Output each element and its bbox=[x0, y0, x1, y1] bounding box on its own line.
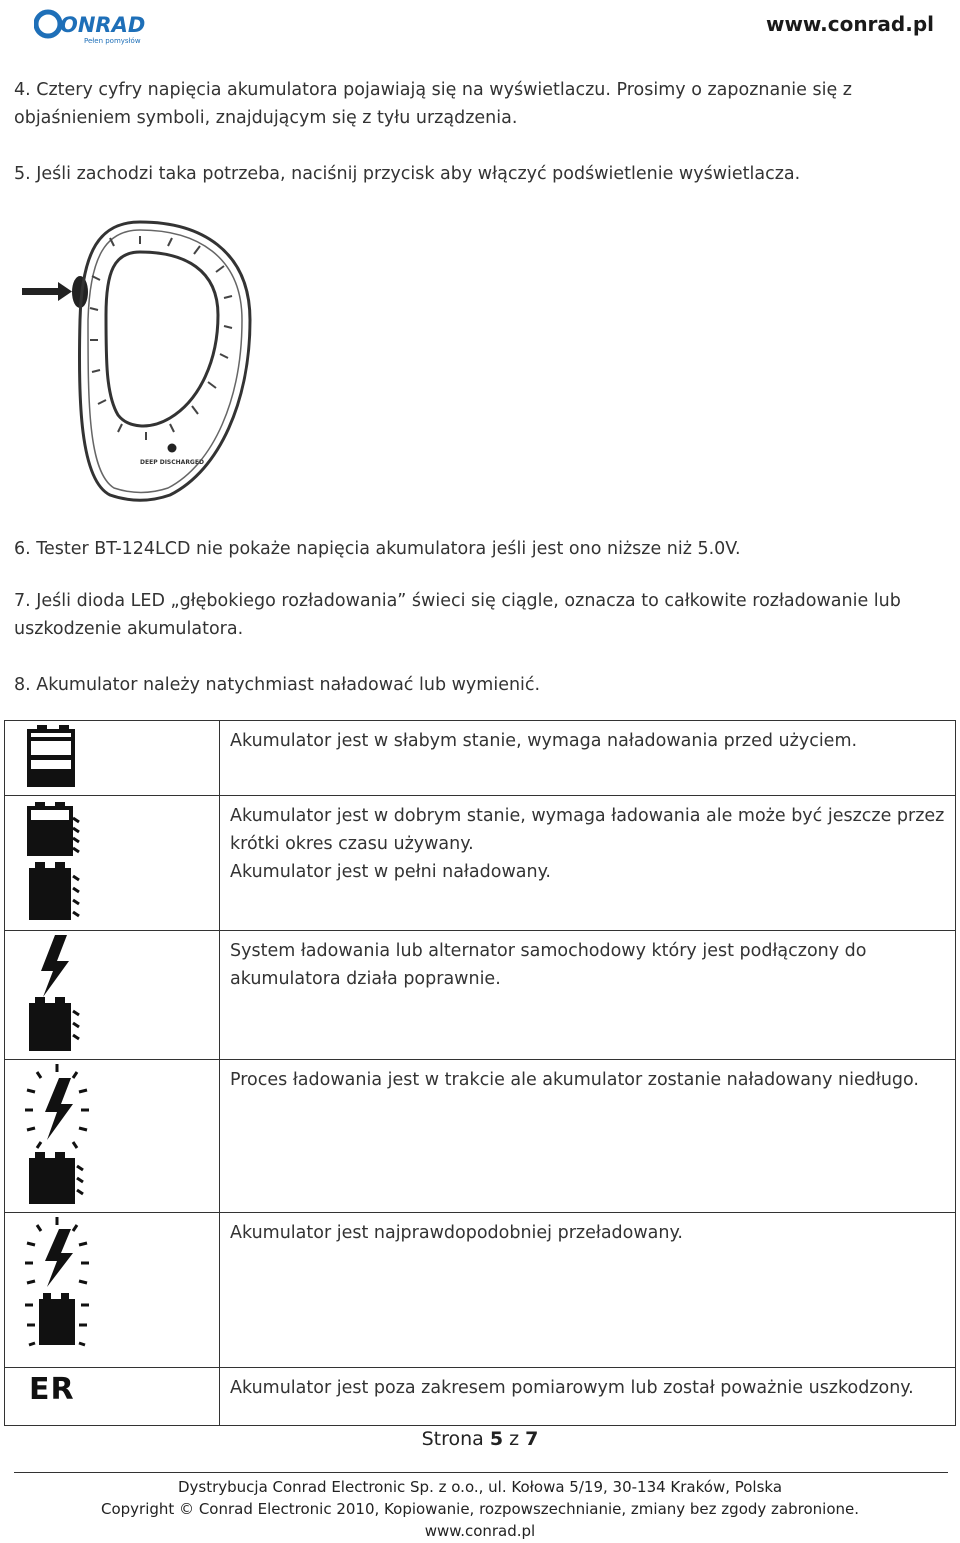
icon-cell bbox=[5, 931, 220, 1060]
paragraph-6: 6. Tester BT-124LCD nie pokaże napięcia akumulatora jeśli jest ono niższe niż 5.0V. bbox=[14, 539, 741, 559]
icon-cell bbox=[5, 721, 220, 796]
table-row bbox=[5, 1368, 956, 1426]
table-row bbox=[5, 931, 956, 1060]
conrad-logo bbox=[34, 6, 152, 46]
led-indicator bbox=[168, 444, 177, 453]
paragraph-8: 8. Akumulator należy natychmiast naładować lub wymienić. bbox=[14, 675, 541, 695]
footer-copyright: Copyright © Conrad Electronic 2010, Kopiowanie, rozpowszechnianie, zmiany bez zgody zabronione. bbox=[101, 1500, 859, 1518]
svg-text:ONRAD: ONRAD bbox=[60, 13, 146, 37]
svg-text:DEEP DISCHARGED: DEEP DISCHARGED bbox=[140, 459, 204, 466]
site-url[interactable]: www.conrad.pl bbox=[765, 12, 934, 36]
table-row bbox=[5, 1213, 956, 1368]
overcharged-icon bbox=[5, 1213, 219, 1363]
footer-url[interactable]: www.conrad.pl bbox=[424, 1522, 536, 1540]
charging-ok-icon bbox=[5, 931, 219, 1055]
arrow-icon bbox=[22, 282, 72, 301]
icon-cell bbox=[5, 796, 220, 931]
tester-device-illustration bbox=[10, 210, 270, 510]
page-number: Strona 5 z 7 bbox=[421, 1428, 539, 1450]
icon-cell bbox=[5, 1368, 220, 1426]
error-er-icon: ER bbox=[29, 1372, 75, 1407]
desc-cell: Akumulator jest w dobrym stanie, wymaga ładowania ale może być jeszcze przez krótki okres czasu używany. Akumulator jest w pełni naładowany. bbox=[220, 796, 956, 931]
desc-cell: Akumulator jest w słabym stanie, wymaga naładowania przed użyciem. bbox=[220, 721, 956, 796]
table-row bbox=[5, 721, 956, 796]
footer-address: Dystrybucja Conrad Electronic Sp. z o.o., ul. Kołowa 5/19, 30-134 Kraków, Polska bbox=[177, 1478, 783, 1496]
paragraph-4: 4. Cztery cyfry napięcia akumulatora pojawiają się na wyświetlaczu. Prosimy o zapoznanie się z objaśnieniem symboli, znajdującym się z tyłu urządzenia. bbox=[14, 80, 852, 128]
icon-cell bbox=[5, 1213, 220, 1368]
desc-cell: Proces ładowania jest w trakcie ale akumulator zostanie naładowany niedługo. bbox=[220, 1060, 956, 1213]
battery-full-icon bbox=[29, 862, 79, 920]
footer-divider bbox=[14, 1472, 948, 1473]
battery-good-icon bbox=[29, 802, 79, 854]
charging-in-progress-icon bbox=[5, 1060, 219, 1208]
svg-text:Pełen pomysłów: Pełen pomysłów bbox=[84, 37, 141, 45]
battery-low-icon bbox=[5, 721, 219, 791]
table-row bbox=[5, 1060, 956, 1213]
icon-cell bbox=[5, 1060, 220, 1213]
desc-cell: Akumulator jest najprawdopodobniej przeładowany. bbox=[220, 1213, 956, 1368]
paragraph-5: 5. Jeśli zachodzi taka potrzeba, naciśnij przycisk aby włączyć podświetlenie wyświetlacza. bbox=[14, 164, 801, 184]
symbol-legend-table bbox=[4, 720, 956, 1426]
desc-cell: System ładowania lub alternator samochodowy który jest podłączony do akumulatora działa poprawnie. bbox=[220, 931, 956, 1060]
desc-cell: Akumulator jest poza zakresem pomiarowym lub został poważnie uszkodzony. bbox=[220, 1368, 956, 1426]
table-row bbox=[5, 796, 956, 931]
paragraph-7: 7. Jeśli dioda LED „głębokiego rozładowania” świeci się ciągle, oznacza to całkowite rozładowanie lub uszkodzenie akumulatora. bbox=[14, 591, 901, 639]
